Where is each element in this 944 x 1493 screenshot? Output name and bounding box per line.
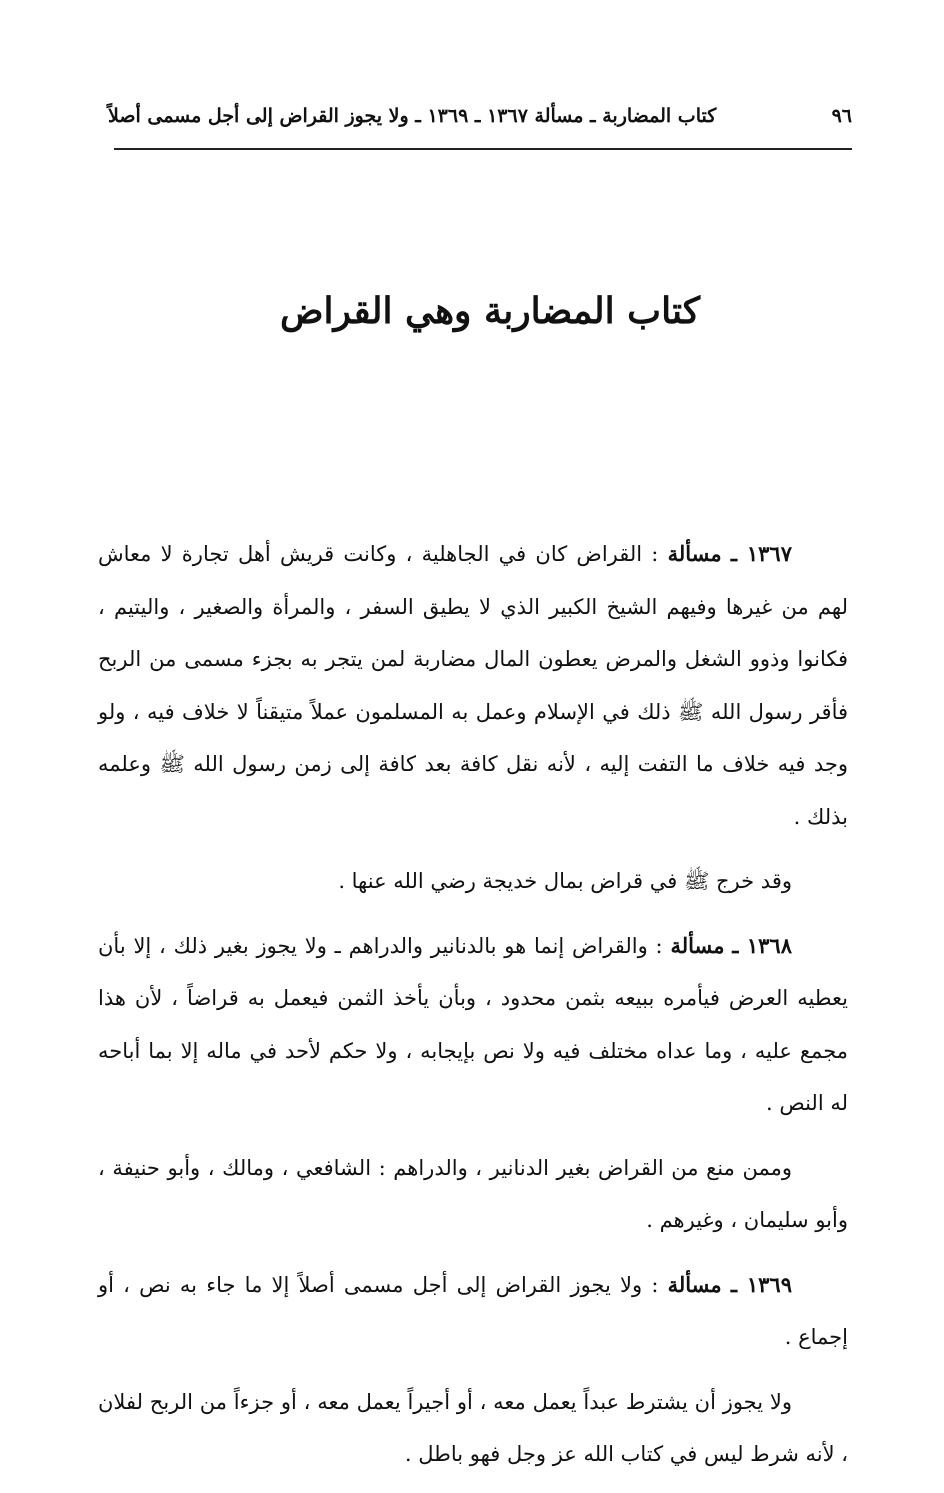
issue-1367 bbox=[98, 528, 848, 843]
paragraph-khadija-text: وقد خرج ﷺ في قراض بمال خديجة رضي الله عنها . bbox=[338, 869, 792, 893]
body-text bbox=[98, 528, 848, 1493]
running-title: كتاب المضاربة ـ مسألة ١٣٦٧ ـ ١٣٦٩ ـ ولا يجوز القراض إلى أجل مسمى أصلاً bbox=[108, 105, 717, 127]
paragraph-scholars-text: وممن منع من القراض بغير الدنانير ، والدراهم : الشافعي ، ومالك ، وأبو حنيفة ، وأبو سليمان ، وغيرهم . bbox=[98, 1155, 848, 1232]
issue-1369-text: : ولا يجوز القراض إلى أجل مسمى أصلاً إلا ما جاء به نص ، أو إجماع . bbox=[98, 1272, 848, 1349]
paragraph-khadija bbox=[98, 855, 848, 908]
header-divider bbox=[114, 148, 852, 150]
issue-1367-text: : القراض كان في الجاهلية ، وكانت قريش أهل تجارة لا معاش لهم من غيرها وفيهم الشيخ الكبير الذي لا يطيق السفر ، والمرأة والصغير ، واليتيم ، فكانوا وذوو الشغل والمرض يعطون المال مضاربة لمن يتجر به بجزء مسمى من الربح فأقر رسول الله ﷺ ذلك في الإسلام وعمل به المسلمون عملاً متيقناً لا خلاف فيه ، ولو وجد فيه خلاف ما التفت إليه ، لأنه نقل كافة بعد كافة إلى زمن رسول الله ﷺ وعلمه بذلك . bbox=[98, 542, 848, 829]
page-number: ٩٦ bbox=[831, 105, 852, 127]
paragraph-conditions bbox=[98, 1376, 848, 1481]
issue-1369-label: مسألة bbox=[667, 1271, 722, 1297]
issue-1368-text: : والقراض إنما هو بالدنانير والدراهم ـ ولا يجوز بغير ذلك ، إلا بأن يعطيه العرض فيأمره ببيعه بثمن محدود ، وبأن يأخذ الثمن فيعمل به قراضاً ، لأن هذا مجمع عليه ، وما عداه مختلف فيه ولا نص بإيجابه ، ولا حكم لأحد في ماله إلا بما أباحه له النص . bbox=[98, 933, 848, 1115]
paragraph-conditions-text: ولا يجوز أن يشترط عبداً يعمل معه ، أو أجيراً يعمل معه ، أو جزءاً من الربح لفلان ، لأنه شرط ليس في كتاب الله عز وجل فهو باطل . bbox=[98, 1389, 848, 1466]
issue-1368-number: ١٣٦٨ ـ bbox=[732, 932, 792, 958]
paragraph-scholars bbox=[98, 1142, 848, 1247]
issue-1369 bbox=[98, 1259, 848, 1364]
issue-1369-number: ١٣٦٩ ـ bbox=[730, 1271, 792, 1297]
issue-1367-label: مسألة bbox=[667, 541, 722, 566]
issue-1368 bbox=[98, 920, 848, 1130]
running-header bbox=[108, 96, 852, 136]
issue-1368-label: مسألة bbox=[670, 932, 725, 958]
chapter-title: كتاب المضاربة وهي القراض bbox=[279, 290, 701, 332]
issue-1367-number: ١٣٦٧ ـ bbox=[730, 541, 792, 566]
